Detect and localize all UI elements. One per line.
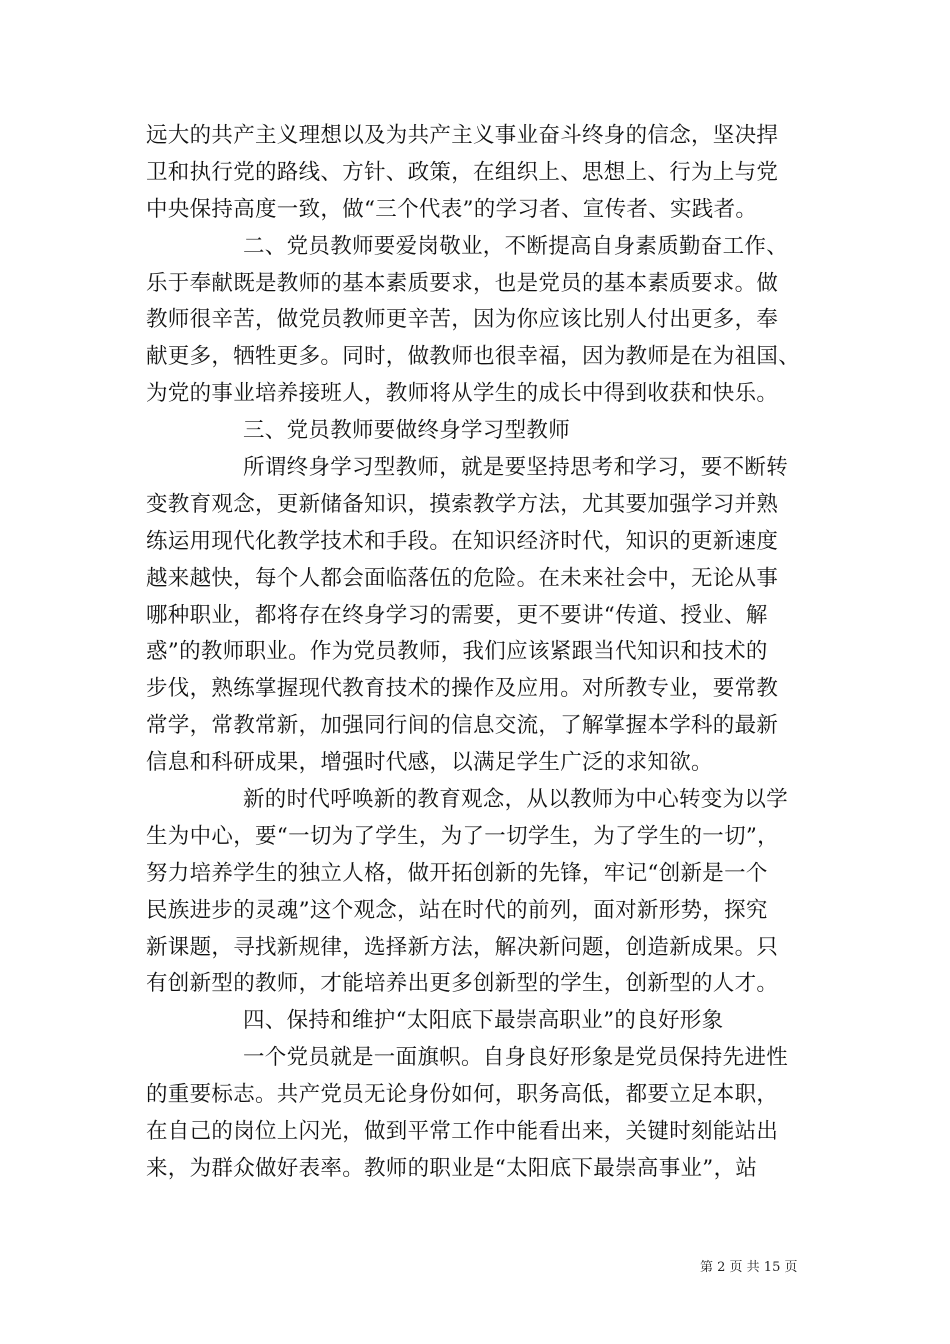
text-line: 信息和科研成果，增强时代感，以满足学生广泛的求知欲。 — [146, 750, 713, 776]
document-body — [146, 118, 826, 1188]
text-line: 民族进步的灵魂”这个观念，站在时代的前列，面对新形势，探究 — [146, 897, 768, 923]
text-line: 新课题，寻找新规律，选择新方法，解决新问题，创造新成果。只 — [146, 934, 779, 960]
paragraph-start: 新的时代呼唤新的教育观念，从以教师为中心转变为以学 — [243, 787, 789, 813]
text-line: 的重要标志。共产党员无论身份如何，职务高低，都要立足本职， — [146, 1082, 779, 1108]
text-line: 惑”的教师职业。作为党员教师，我们应该紧跟当代知识和技术的 — [146, 639, 768, 665]
text-line: 越来越快，每个人都会面临落伍的危险。在未来社会中，无论从事 — [146, 565, 779, 591]
text-line: 有创新型的教师，才能培养出更多创新型的学生，创新型的人才。 — [146, 971, 779, 997]
text-line: 变教育观念，更新储备知识，摸索教学方法，尤其要加强学习并熟 — [146, 491, 779, 517]
text-line: 步伐，熟练掌握现代教育技术的操作及应用。对所教专业，要常教 — [146, 676, 779, 702]
text-line: 练运用现代化教学技术和手段。在知识经济时代，知识的更新速度 — [146, 528, 779, 554]
text-line: 哪种职业，都将存在终身学习的需要，更不要讲“传道、授业、解 — [146, 602, 768, 628]
section-heading: 三、党员教师要做终身学习型教师 — [243, 418, 571, 444]
text-line: 为党的事业培养接班人，教师将从学生的成长中得到收获和快乐。 — [146, 381, 779, 407]
paragraph-start: 所谓终身学习型教师，就是要坚持思考和学习，要不断转 — [243, 455, 789, 481]
text-line: 在自己的岗位上闪光，做到平常工作中能看出来，关键时刻能站出 — [146, 1119, 779, 1145]
text-line: 卫和执行党的路线、方针、政策，在组织上、思想上、行为上与党 — [146, 159, 779, 185]
section-heading: 二、党员教师要爱岗敬业，不断提高自身素质勤奋工作、 — [243, 233, 789, 259]
text-line: 献更多，牺牲更多。同时，做教师也很幸福，因为教师是在为祖国、 — [146, 344, 801, 370]
section-heading: 四、保持和维护“太阳底下最崇高职业”的良好形象 — [243, 1008, 724, 1034]
text-line: 努力培养学生的独立人格，做开拓创新的先锋，牢记“创新是一个 — [146, 860, 768, 886]
text-line: 远大的共产主义理想以及为共产主义事业奋斗终身的信念，坚决捍 — [146, 123, 779, 148]
paragraph-start: 一个党员就是一面旗帜。自身良好形象是党员保持先进性 — [243, 1045, 789, 1071]
text-line: 生为中心，要“一切为了学生，为了一切学生，为了学生的一切”， — [146, 823, 779, 849]
text-line: 常学，常教常新，加强同行间的信息交流，了解掌握本学科的最新 — [146, 713, 779, 739]
text-line: 乐于奉献既是教师的基本素质要求，也是党员的基本素质要求。做 — [146, 270, 779, 296]
text-line: 中央保持高度一致，做“三个代表”的学习者、宣传者、实践者。 — [146, 196, 758, 222]
page-number-footer: 第 2 页 共 15 页 — [700, 1260, 798, 1275]
text-line: 教师很辛苦，做党员教师更辛苦，因为你应该比别人付出更多，奉 — [146, 307, 779, 333]
text-line: 来，为群众做好表率。教师的职业是“太阳底下最崇高事业”，站 — [146, 1155, 758, 1181]
